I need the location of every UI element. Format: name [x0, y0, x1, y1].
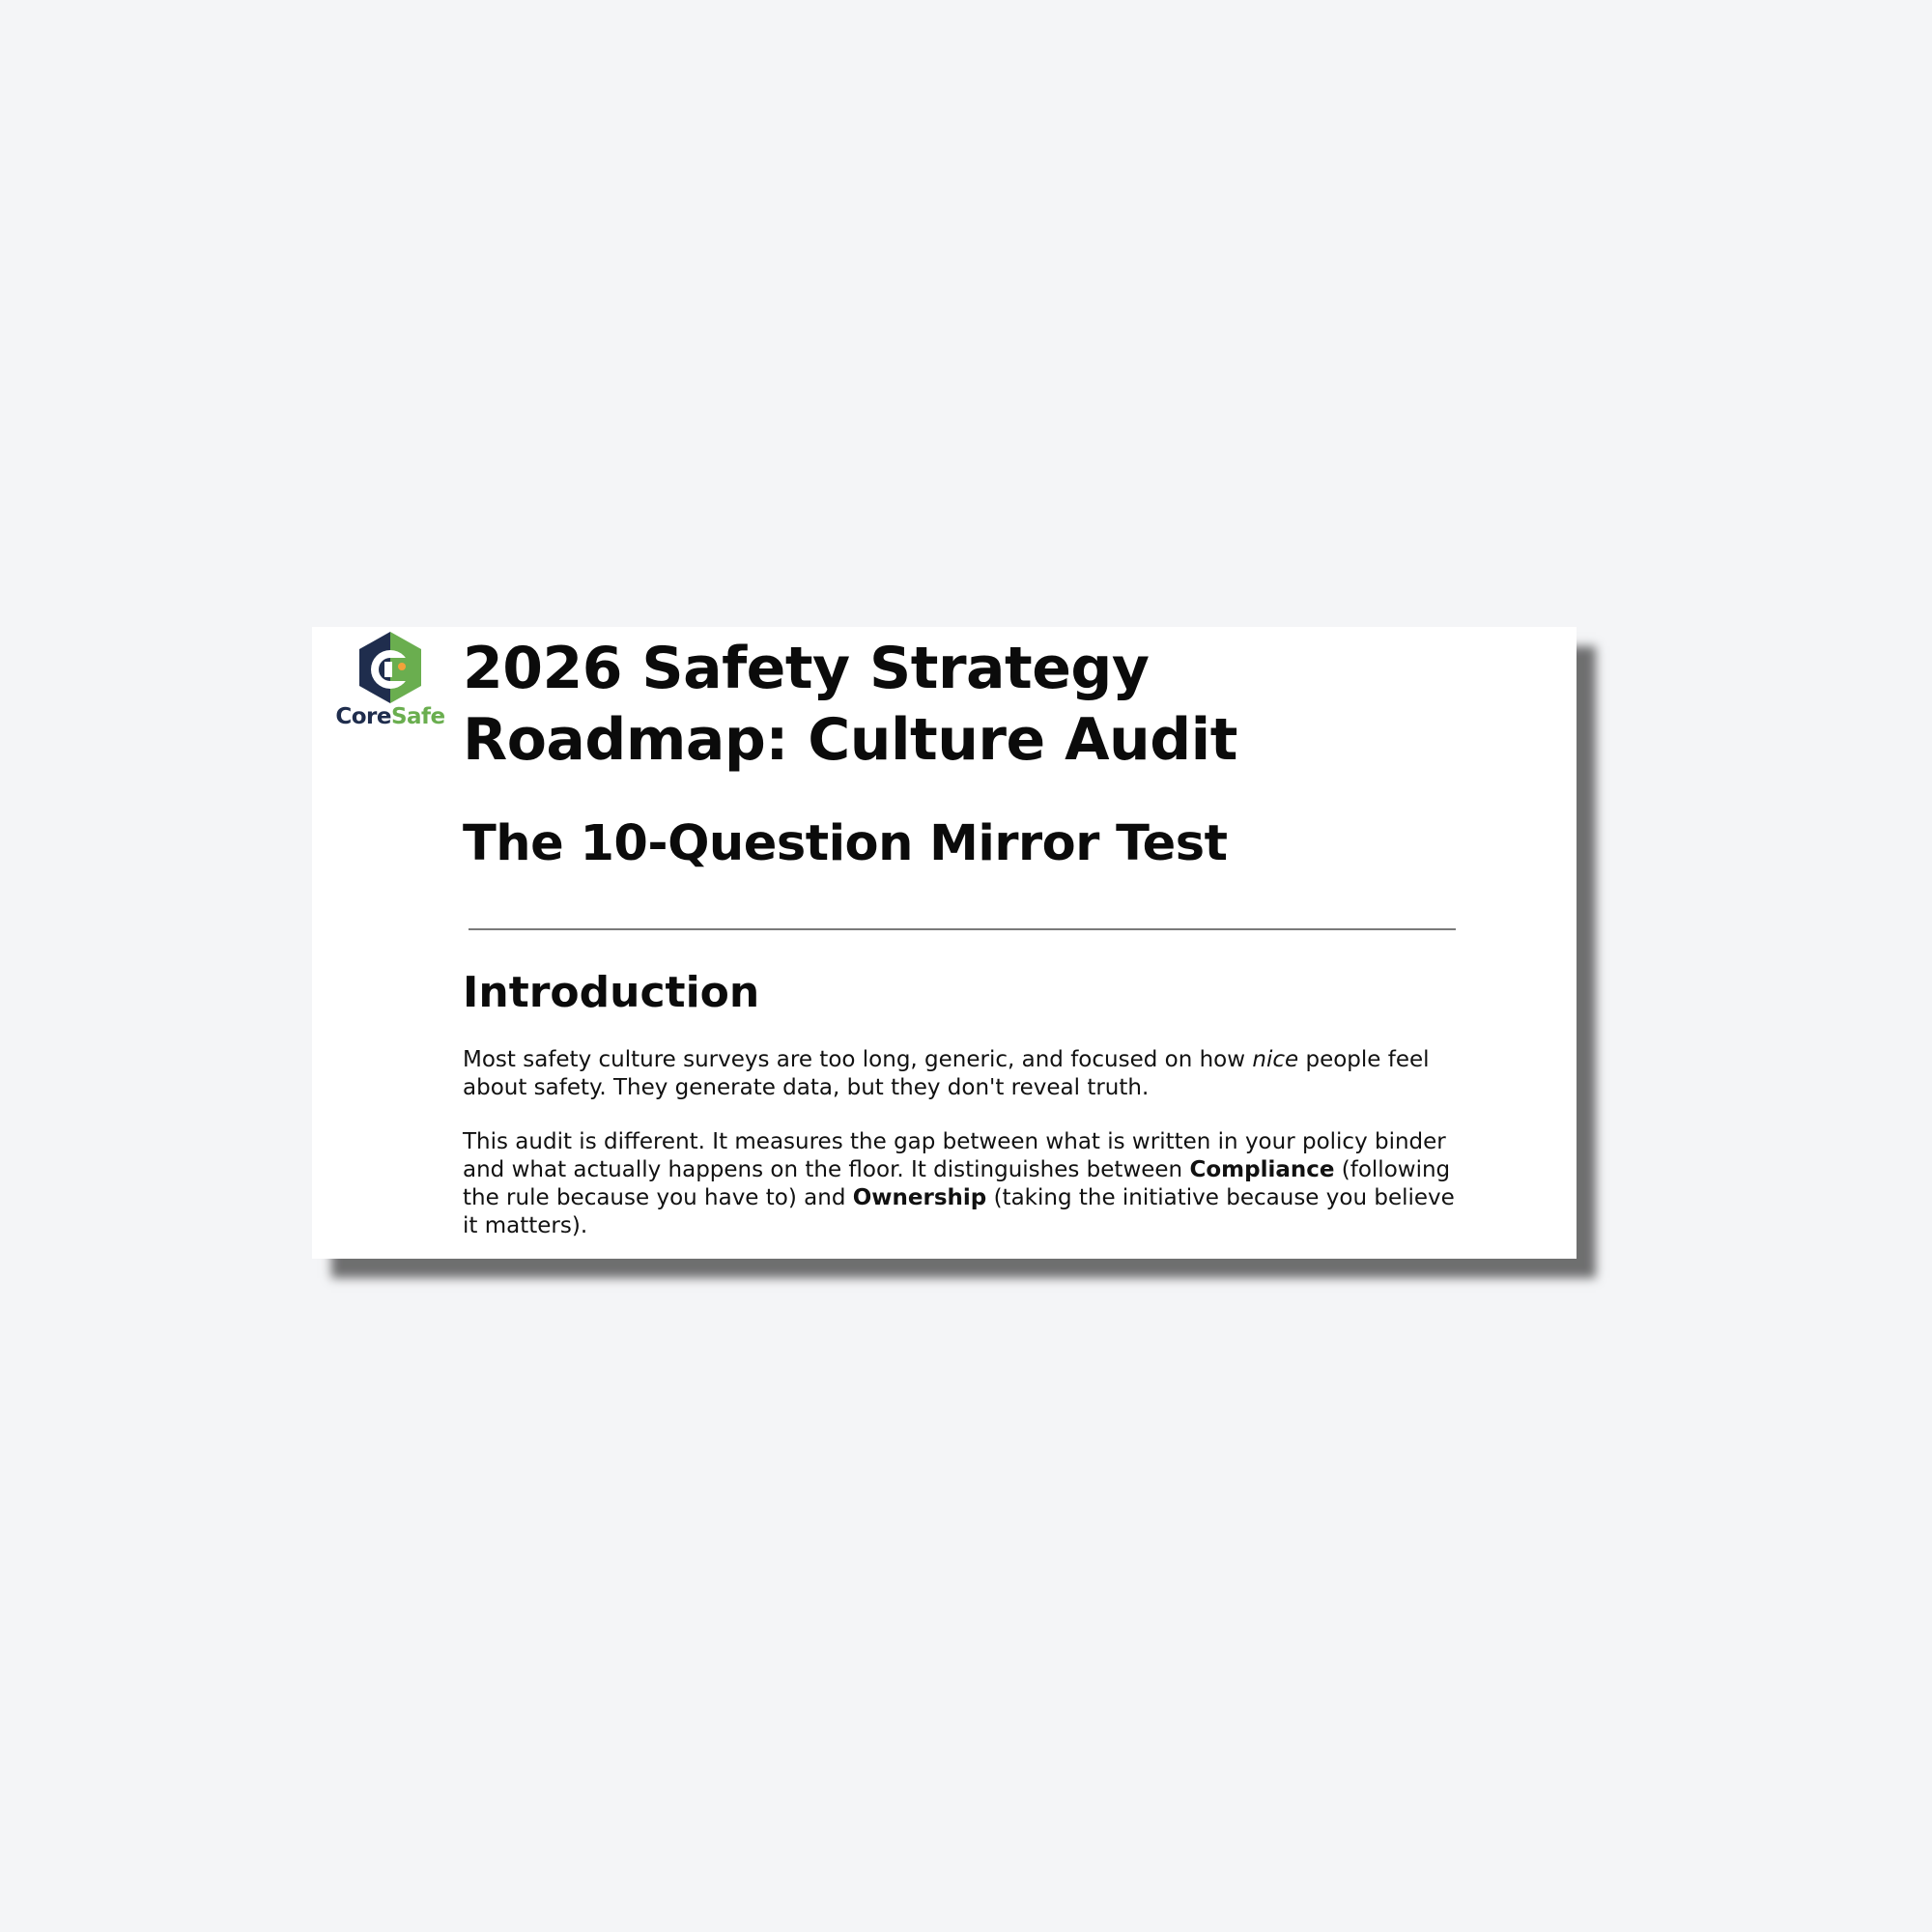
- document-subtitle: The 10-Question Mirror Test: [463, 815, 1228, 872]
- hexagon-c-icon: [329, 629, 451, 706]
- intro-paragraph-2: This audit is different. It measures the gap between what is written in your policy binder and what actually happens on the floor. It distinguishes between Compliance (following the rule because you have to) and Ownership (taking the initiative because you believe it matters).: [463, 1129, 1455, 1238]
- coresafe-logo: [329, 629, 451, 743]
- term-compliance: Compliance: [1189, 1157, 1335, 1182]
- horizontal-divider: [469, 928, 1456, 930]
- document-content: [463, 627, 1458, 1240]
- section-heading-introduction: Introduction: [463, 968, 760, 1017]
- document-page: [312, 627, 1577, 1259]
- emphasis-nice: nice: [1252, 1047, 1299, 1072]
- document-title: 2026 Safety Strategy Roadmap: Culture Audit: [463, 635, 1237, 774]
- logo-wordmark: CoreSafe: [335, 704, 445, 729]
- intro-paragraph-1: Most safety culture surveys are too long, generic, and focused on how nice people feel about safety. They generate data, but they don't reveal truth.: [463, 1047, 1430, 1100]
- term-ownership: Ownership: [852, 1185, 987, 1210]
